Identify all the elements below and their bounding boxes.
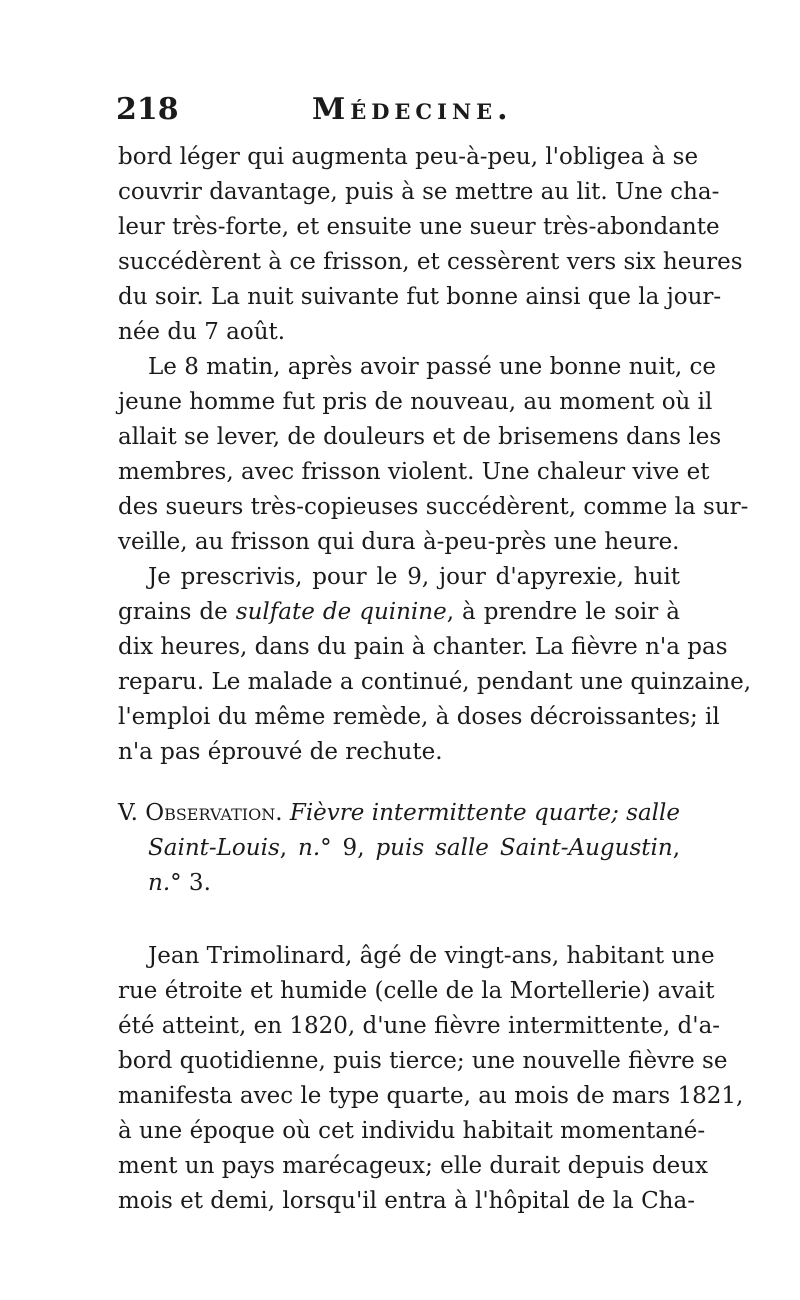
page-header [116, 92, 676, 132]
heading-line [118, 866, 680, 901]
text-line: rue étroite et humide (celle de la Mortellerie) avait [118, 978, 715, 1004]
text-line: ment un pays marécageux; elle durait depuis deux [118, 1153, 709, 1179]
text-line: veille, au frisson qui dura à-peu-près une heure. [118, 529, 680, 555]
text-line: manifesta avec le type quarte, au mois de mars 1821, [118, 1083, 744, 1109]
heading-line [118, 796, 680, 831]
observation-heading [118, 796, 680, 901]
text-segment: , [672, 835, 680, 861]
text-line: n'a pas éprouvé de rechute. [118, 739, 443, 765]
ward-name: Saint-Louis [148, 835, 280, 861]
text-line: couvrir davantage, puis à se mettre au lit. Une cha- [118, 179, 720, 205]
text-segment: , [279, 835, 298, 861]
paragraph-4 [118, 939, 744, 1219]
text-line: allait se lever, de douleurs et de brisemens dans les [118, 424, 722, 450]
text-segment: , à prendre le soir à [446, 599, 681, 625]
number-abbrev: n.° [298, 835, 332, 861]
text-line: membres, avec frisson violent. Une chaleur vive et [118, 459, 710, 485]
text-line: Jean Trimolinard, âgé de vingt-ans, habitant une [148, 943, 715, 969]
text-line: née du 7 août. [118, 319, 286, 345]
page-number: 218 [116, 92, 179, 127]
text-line: des sueurs très-copieuses succédèrent, comme la sur- [118, 494, 749, 520]
text-line: jeune homme fut pris de nouveau, au moment où il [118, 389, 713, 415]
text-segment: grains de [118, 599, 236, 625]
ward-name: puis salle Saint-Augustin [375, 835, 673, 861]
observation-title: Fièvre intermittente quarte; salle [289, 800, 680, 826]
text-segment: 9, [331, 835, 376, 861]
running-title: Médecine. [312, 92, 513, 127]
spacer [118, 901, 680, 939]
text-line: mois et demi, lorsqu'il entra à l'hôpital de la Cha- [118, 1188, 695, 1214]
spacer [118, 770, 680, 796]
text-line: Je prescrivis, pour le 9, jour d'apyrexie, huit [148, 564, 680, 590]
observation-label: V. Observation. [118, 800, 283, 826]
text-line: l'emploi du même remède, à doses décroissantes; il [118, 704, 720, 730]
paragraph-3 [118, 560, 752, 770]
text-line: à une époque où cet individu habitait momentané- [118, 1118, 706, 1144]
text-line: Le 8 matin, après avoir passé une bonne nuit, ce [148, 354, 717, 380]
paragraph-1 [118, 140, 743, 350]
text-line: bord quotidienne, puis tierce; une nouvelle fièvre se [118, 1048, 728, 1074]
number-abbrev: n.° [148, 870, 182, 896]
text-line: leur très-forte, et ensuite une sueur très-abondante [118, 214, 720, 240]
text-line: été atteint, en 1820, d'une fièvre intermittente, d'a- [118, 1013, 721, 1039]
text-line: bord léger qui augmenta peu-à-peu, l'obligea à se [118, 144, 699, 170]
body-text [118, 140, 752, 1219]
text-line [118, 595, 680, 630]
paragraph-2 [118, 350, 749, 560]
heading-line [118, 831, 680, 866]
text-line: du soir. La nuit suivante fut bonne ainsi que la jour- [118, 284, 722, 310]
text-line: succédèrent à ce frisson, et cessèrent vers six heures [118, 249, 743, 275]
text-segment: 3. [181, 870, 211, 896]
drug-name: sulfate de quinine [235, 599, 447, 625]
text-line: reparu. Le malade a continué, pendant une quinzaine, [118, 669, 752, 695]
text-line: dix heures, dans du pain à chanter. La fièvre n'a pas [118, 634, 728, 660]
